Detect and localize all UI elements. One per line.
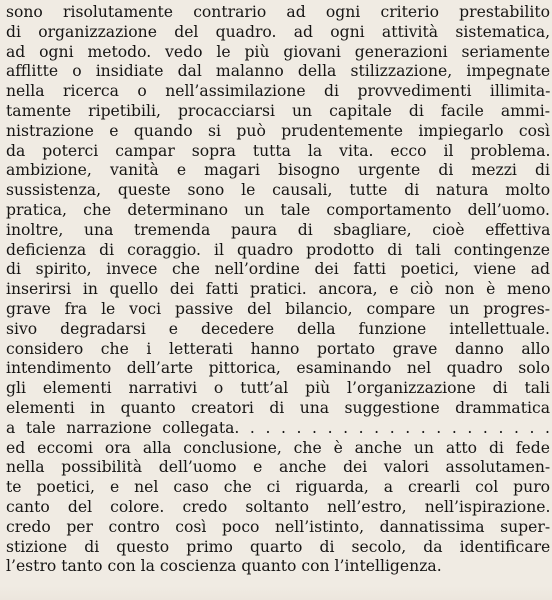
text-line-25: te poetici, e nel caso che ci riguarda, a crearli col puro bbox=[6, 478, 551, 497]
text-line-7: nistrazione e quando si può prudentemente impiegarlo così bbox=[6, 121, 550, 140]
text-line-23: ed eccomi ora alla conclusione, che è anche un atto di fede bbox=[6, 438, 550, 457]
body-text bbox=[6, 3, 550, 577]
text-line-16: grave fra le voci passive del bilancio, compare un progres- bbox=[6, 299, 550, 318]
text-line-20: gli elementi narrativi o tutt’al più l’organizzazione di tali bbox=[6, 379, 550, 398]
text-line-10: sussistenza, queste sono le causali, tutte di natura molto bbox=[6, 181, 551, 200]
text-line-1: sono risolutamente contrario ad ogni criterio prestabilito bbox=[6, 3, 550, 21]
text-line-26: canto del colore. credo soltanto nell’estro, nell’ispirazione. bbox=[6, 497, 551, 516]
text-line-15: inserirsi in quello dei fatti pratici. ancora, e ciò non è meno bbox=[6, 280, 551, 299]
page-bottom-edge bbox=[0, 586, 552, 600]
text-line-24: nella possibilità dell’uomo e anche dei valori assolutamen- bbox=[6, 458, 551, 477]
text-line-4: afflitte o insidiate dal malanno della stilizzazione, impegnate bbox=[6, 62, 551, 81]
text-line-5: nella ricerca o nell’assimilazione di provvedimenti illimita- bbox=[6, 82, 551, 101]
text-line-9: ambizione, vanità e magari bisogno urgente di mezzi di bbox=[6, 161, 550, 180]
text-line-27: credo per contro così poco nell’istinto, dannatissima super- bbox=[6, 517, 551, 536]
text-line-22: a tale narrazione collegata. . . . . . . . . . . . . . . . . . . . . bbox=[6, 418, 550, 437]
text-line-13: deficienza di coraggio. il quadro prodotto di tali contingenze bbox=[6, 240, 550, 259]
text-line-8: da poterci campar sopra tutta la vita. ecco il problema. bbox=[6, 141, 551, 160]
text-line-11: pratica, che determinano un tale comportamento dell’uomo. bbox=[6, 200, 550, 219]
text-line-12: inoltre, una tremenda paura di sbagliare, cioè effettiva bbox=[6, 220, 551, 239]
text-line-18: considero che i letterati hanno portato grave danno allo bbox=[6, 339, 550, 358]
text-line-17: sivo degradarsi e decedere della funzione intellettuale. bbox=[6, 319, 550, 338]
text-line-6: tamente ripetibili, procacciarsi un capitale di facile ammi- bbox=[6, 101, 550, 120]
text-line-29: l’estro tanto con la coscienza quanto con l’intelligenza. bbox=[6, 557, 442, 576]
text-line-3: ad ogni metodo. vedo le più giovani generazioni seriamente bbox=[6, 42, 550, 61]
text-line-14: di spirito, invece che nell’ordine dei fatti poetici, viene ad bbox=[6, 260, 550, 279]
text-line-21: elementi in quanto creatori di una suggestione drammatica bbox=[6, 398, 550, 417]
text-line-2: di organizzazione del quadro. ad ogni attività sistematica, bbox=[6, 22, 551, 41]
text-line-28: stizione di questo primo quarto di secolo, da identificare bbox=[6, 537, 551, 556]
text-line-19: intendimento dell’arte pittorica, esaminando nel quadro solo bbox=[6, 359, 550, 378]
